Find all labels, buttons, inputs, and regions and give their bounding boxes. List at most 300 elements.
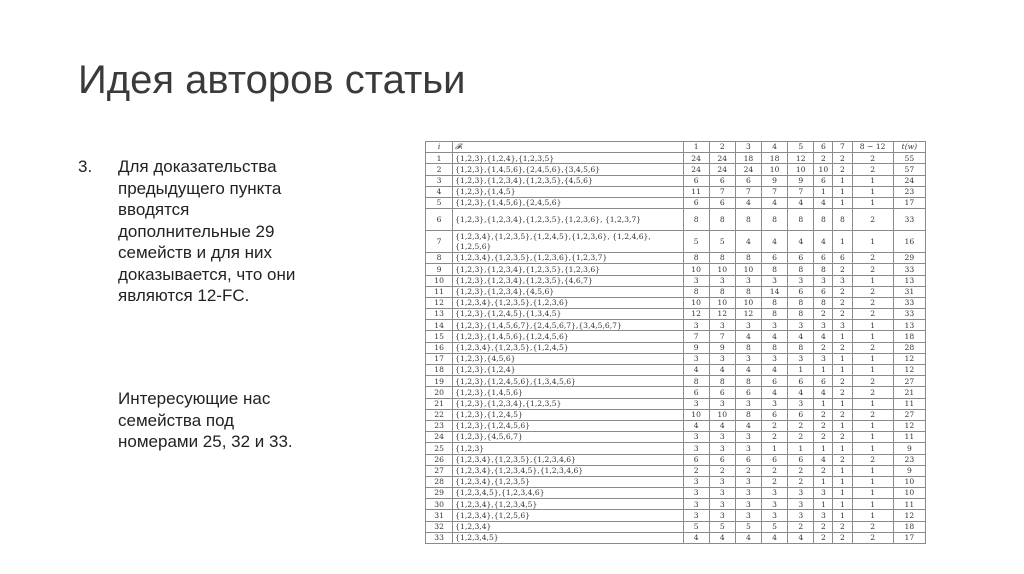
cell-value: 2 — [852, 264, 893, 275]
table-row — [426, 398, 926, 409]
cell-value: 2 — [833, 164, 852, 175]
cell-value: 2 — [852, 409, 893, 420]
cell-index: 12 — [426, 297, 453, 308]
table-row — [426, 488, 926, 499]
cell-value: 3 — [709, 499, 735, 510]
cell-value: 1 — [762, 443, 788, 454]
table-row — [426, 443, 926, 454]
table-row — [426, 153, 926, 164]
cell-value: 1 — [852, 175, 893, 186]
cell-value: 7 — [735, 186, 761, 197]
cell-value: 8 — [814, 209, 833, 231]
cell-value: 3 — [762, 510, 788, 521]
cell-value: 2 — [852, 309, 893, 320]
cell-value: 8 — [683, 376, 709, 387]
table-row — [426, 365, 926, 376]
cell-value: 4 — [788, 387, 814, 398]
cell-value: 2 — [833, 454, 852, 465]
cell-value: 6 — [735, 387, 761, 398]
cell-value: 10 — [893, 476, 925, 487]
cell-value: 27 — [893, 376, 925, 387]
cell-value: 12 — [893, 420, 925, 431]
cell-value: 3 — [788, 499, 814, 510]
cell-family: {1,2,3},{1,2,3,4},{1,2,3,5},{4,6,7} — [453, 275, 683, 286]
cell-value: 12 — [893, 510, 925, 521]
cell-value: 1 — [852, 510, 893, 521]
cell-value: 2 — [814, 420, 833, 431]
cell-value: 2 — [762, 465, 788, 476]
cell-value: 11 — [893, 499, 925, 510]
cell-value: 2 — [852, 376, 893, 387]
cell-value: 2 — [852, 253, 893, 264]
cell-value: 4 — [762, 365, 788, 376]
cell-family: {1,2,3},{1,4,5} — [453, 186, 683, 197]
cell-value: 2 — [833, 153, 852, 164]
cell-value: 1 — [852, 499, 893, 510]
cell-value: 1 — [833, 175, 852, 186]
cell-value: 8 — [683, 253, 709, 264]
cell-value: 8 — [788, 209, 814, 231]
cell-value: 3 — [709, 398, 735, 409]
list-item-number: 3. — [78, 157, 93, 176]
col-header-family: 𝓕ᵢ — [453, 142, 683, 153]
cell-value: 3 — [788, 275, 814, 286]
cell-value: 3 — [709, 510, 735, 521]
cell-value: 3 — [735, 510, 761, 521]
cell-family: {1,2,3},{1,2,4,5,6},{1,3,4,5,6} — [453, 376, 683, 387]
cell-value: 1 — [852, 420, 893, 431]
cell-value: 2 — [833, 409, 852, 420]
cell-value: 11 — [683, 186, 709, 197]
cell-value: 9 — [762, 175, 788, 186]
cell-value: 8 — [735, 342, 761, 353]
cell-value: 8 — [814, 264, 833, 275]
cell-value: 28 — [893, 342, 925, 353]
cell-value: 8 — [788, 297, 814, 308]
cell-value: 18 — [893, 331, 925, 342]
cell-value: 10 — [683, 297, 709, 308]
cell-value: 8 — [762, 209, 788, 231]
cell-value: 6 — [762, 409, 788, 420]
cell-value: 4 — [683, 420, 709, 431]
cell-value: 1 — [833, 231, 852, 253]
cell-value: 12 — [788, 153, 814, 164]
cell-value: 6 — [788, 376, 814, 387]
cell-value: 8 — [709, 376, 735, 387]
cell-value: 12 — [893, 353, 925, 364]
cell-value: 2 — [762, 476, 788, 487]
cell-value: 33 — [893, 309, 925, 320]
cell-value: 1 — [833, 499, 852, 510]
cell-value: 2 — [814, 409, 833, 420]
cell-value: 7 — [788, 186, 814, 197]
table-row — [426, 387, 926, 398]
cell-family: {1,2,3},{1,4,5,6} — [453, 387, 683, 398]
cell-value: 1 — [852, 331, 893, 342]
cell-value: 4 — [814, 331, 833, 342]
cell-value: 6 — [709, 387, 735, 398]
cell-value: 2 — [814, 309, 833, 320]
cell-family: {1,2,3},{4,5,6,7} — [453, 432, 683, 443]
cell-value: 8 — [788, 309, 814, 320]
cell-value: 10 — [683, 409, 709, 420]
cell-value: 9 — [788, 175, 814, 186]
cell-value: 55 — [893, 153, 925, 164]
cell-value: 7 — [709, 186, 735, 197]
cell-value: 3 — [683, 275, 709, 286]
cell-value: 1 — [852, 476, 893, 487]
cell-value: 3 — [683, 476, 709, 487]
cell-value: 9 — [683, 342, 709, 353]
col-header-6: 6 — [814, 142, 833, 153]
cell-value: 1 — [833, 465, 852, 476]
cell-value: 5 — [735, 521, 761, 532]
cell-value: 16 — [893, 231, 925, 253]
cell-value: 6 — [735, 175, 761, 186]
col-header-tw: t(w) — [893, 142, 925, 153]
cell-value: 4 — [735, 331, 761, 342]
cell-value: 7 — [683, 331, 709, 342]
cell-value: 2 — [709, 465, 735, 476]
cell-value: 13 — [893, 320, 925, 331]
cell-value: 1 — [852, 443, 893, 454]
table-row — [426, 197, 926, 208]
cell-index: 3 — [426, 175, 453, 186]
cell-value: 2 — [762, 432, 788, 443]
cell-index: 16 — [426, 342, 453, 353]
col-header-1: 1 — [683, 142, 709, 153]
col-header-2: 2 — [709, 142, 735, 153]
cell-value: 4 — [788, 532, 814, 543]
cell-value: 5 — [709, 521, 735, 532]
cell-value: 2 — [852, 454, 893, 465]
cell-value: 3 — [833, 320, 852, 331]
cell-value: 6 — [814, 175, 833, 186]
cell-value: 10 — [735, 264, 761, 275]
cell-value: 12 — [683, 309, 709, 320]
cell-value: 3 — [683, 488, 709, 499]
cell-value: 24 — [709, 153, 735, 164]
cell-value: 3 — [709, 320, 735, 331]
cell-value: 9 — [893, 465, 925, 476]
cell-index: 8 — [426, 253, 453, 264]
cell-value: 8 — [683, 286, 709, 297]
cell-value: 24 — [683, 153, 709, 164]
cell-value: 2 — [833, 342, 852, 353]
table-row — [426, 309, 926, 320]
cell-value: 3 — [709, 353, 735, 364]
cell-value: 6 — [762, 454, 788, 465]
cell-value: 3 — [683, 443, 709, 454]
cell-value: 6 — [683, 387, 709, 398]
cell-value: 3 — [683, 499, 709, 510]
cell-value: 10 — [893, 488, 925, 499]
cell-value: 3 — [709, 488, 735, 499]
cell-value: 8 — [709, 286, 735, 297]
cell-value: 6 — [814, 286, 833, 297]
cell-value: 8 — [735, 209, 761, 231]
cell-value: 33 — [893, 264, 925, 275]
cell-value: 3 — [735, 488, 761, 499]
cell-value: 1 — [833, 365, 852, 376]
cell-index: 20 — [426, 387, 453, 398]
cell-family: {1,2,3,4},{1,2,3,5},{1,2,4,5} — [453, 342, 683, 353]
cell-index: 21 — [426, 398, 453, 409]
cell-value: 4 — [735, 197, 761, 208]
cell-value: 1 — [852, 398, 893, 409]
cell-value: 3 — [833, 275, 852, 286]
table-row — [426, 320, 926, 331]
cell-value: 4 — [735, 532, 761, 543]
table-row — [426, 465, 926, 476]
table-row — [426, 432, 926, 443]
cell-value: 1 — [833, 420, 852, 431]
cell-value: 3 — [788, 510, 814, 521]
cell-family: {1,2,3},{1,2,4,5},{1,3,4,5} — [453, 309, 683, 320]
cell-value: 11 — [893, 398, 925, 409]
cell-value: 10 — [709, 297, 735, 308]
cell-value: 33 — [893, 209, 925, 231]
cell-index: 1 — [426, 153, 453, 164]
cell-value: 2 — [833, 286, 852, 297]
cell-family: {1,2,3,4},{1,2,3,5} — [453, 476, 683, 487]
cell-family: {1,2,3},{1,4,5,6,7},{2,4,5,6,7},{3,4,5,6,7} — [453, 320, 683, 331]
cell-family: {1,2,3},{1,2,3,4},{1,2,3,5},{4,5,6} — [453, 175, 683, 186]
table-row — [426, 231, 926, 253]
cell-value: 3 — [735, 320, 761, 331]
cell-family: {1,2,3},{1,2,4,5,6} — [453, 420, 683, 431]
cell-value: 4 — [709, 365, 735, 376]
cell-value: 6 — [735, 454, 761, 465]
cell-value: 2 — [852, 532, 893, 543]
cell-value: 24 — [735, 164, 761, 175]
cell-value: 3 — [683, 432, 709, 443]
cell-value: 8 — [735, 286, 761, 297]
cell-value: 6 — [814, 253, 833, 264]
cell-value: 2 — [852, 387, 893, 398]
cell-family: {1,2,3,4},{1,2,3,5},{1,2,3,4,6} — [453, 454, 683, 465]
cell-value: 6 — [762, 376, 788, 387]
cell-value: 4 — [814, 231, 833, 253]
cell-family: {1,2,3},{1,2,4},{1,2,3,5} — [453, 153, 683, 164]
cell-value: 2 — [833, 376, 852, 387]
cell-index: 11 — [426, 286, 453, 297]
cell-value: 1 — [833, 488, 852, 499]
cell-value: 6 — [788, 454, 814, 465]
cell-index: 5 — [426, 197, 453, 208]
cell-value: 1 — [833, 443, 852, 454]
cell-value: 10 — [735, 297, 761, 308]
table-row — [426, 342, 926, 353]
cell-value: 29 — [893, 253, 925, 264]
cell-value: 3 — [762, 275, 788, 286]
col-header-4: 4 — [762, 142, 788, 153]
cell-value: 18 — [735, 153, 761, 164]
cell-index: 6 — [426, 209, 453, 231]
cell-family: {1,2,3} — [453, 443, 683, 454]
cell-value: 2 — [852, 153, 893, 164]
cell-value: 3 — [814, 320, 833, 331]
cell-value: 1 — [788, 443, 814, 454]
cell-value: 27 — [893, 409, 925, 420]
paragraph-explanation: Для доказательства предыдущего пункта вводятся дополнительные 29 семейств и для них доказывается, что они являются 12-FC. — [118, 157, 296, 305]
cell-value: 3 — [735, 499, 761, 510]
table-row — [426, 353, 926, 364]
table-row — [426, 476, 926, 487]
cell-value: 6 — [833, 253, 852, 264]
cell-value: 2 — [788, 521, 814, 532]
cell-value: 14 — [762, 286, 788, 297]
cell-value: 2 — [814, 432, 833, 443]
col-header-5: 5 — [788, 142, 814, 153]
cell-value: 1 — [852, 320, 893, 331]
cell-value: 3 — [735, 275, 761, 286]
cell-value: 24 — [893, 175, 925, 186]
cell-index: 7 — [426, 231, 453, 253]
cell-value: 1 — [852, 353, 893, 364]
cell-family: {1,2,3,4},{1,2,3,5},{1,2,3,6},{1,2,3,7} — [453, 253, 683, 264]
cell-value: 4 — [788, 231, 814, 253]
cell-value: 3 — [814, 510, 833, 521]
cell-value: 3 — [709, 443, 735, 454]
cell-value: 8 — [709, 209, 735, 231]
cell-index: 23 — [426, 420, 453, 431]
cell-index: 2 — [426, 164, 453, 175]
cell-value: 4 — [814, 454, 833, 465]
cell-value: 1 — [814, 499, 833, 510]
cell-value: 2 — [833, 309, 852, 320]
cell-value: 3 — [709, 275, 735, 286]
cell-value: 8 — [735, 376, 761, 387]
cell-value: 2 — [833, 387, 852, 398]
cell-index: 10 — [426, 275, 453, 286]
cell-value: 2 — [852, 342, 893, 353]
cell-value: 23 — [893, 186, 925, 197]
cell-value: 10 — [709, 409, 735, 420]
cell-value: 8 — [788, 264, 814, 275]
cell-value: 24 — [683, 164, 709, 175]
cell-value: 1 — [814, 186, 833, 197]
cell-value: 6 — [814, 376, 833, 387]
table-row — [426, 521, 926, 532]
cell-value: 31 — [893, 286, 925, 297]
cell-value: 1 — [814, 476, 833, 487]
cell-value: 2 — [788, 420, 814, 431]
cell-value: 2 — [814, 342, 833, 353]
col-header-8-12: 8 − 12 — [852, 142, 893, 153]
cell-value: 2 — [814, 465, 833, 476]
cell-value: 57 — [893, 164, 925, 175]
cell-value: 3 — [709, 432, 735, 443]
table-row — [426, 454, 926, 465]
cell-value: 8 — [735, 253, 761, 264]
col-header-3: 3 — [735, 142, 761, 153]
cell-value: 2 — [788, 476, 814, 487]
cell-value: 2 — [852, 297, 893, 308]
cell-value: 7 — [709, 331, 735, 342]
table-row — [426, 409, 926, 420]
cell-family: {1,2,3},{1,2,3,4},{1,2,3,5},{1,2,3,6}, {1,2,3,7} — [453, 209, 683, 231]
cell-value: 8 — [735, 409, 761, 420]
cell-value: 18 — [762, 153, 788, 164]
cell-value: 3 — [709, 476, 735, 487]
cell-index: 14 — [426, 320, 453, 331]
slide-title: Идея авторов статьи — [78, 58, 466, 102]
cell-index: 18 — [426, 365, 453, 376]
cell-value: 33 — [893, 297, 925, 308]
cell-value: 8 — [762, 297, 788, 308]
table-row — [426, 331, 926, 342]
cell-index: 15 — [426, 331, 453, 342]
table-row — [426, 420, 926, 431]
cell-value: 2 — [833, 432, 852, 443]
cell-value: 1 — [852, 186, 893, 197]
cell-value: 3 — [762, 499, 788, 510]
cell-value: 13 — [893, 275, 925, 286]
cell-index: 31 — [426, 510, 453, 521]
cell-value: 1 — [814, 398, 833, 409]
cell-value: 3 — [735, 398, 761, 409]
cell-index: 4 — [426, 186, 453, 197]
cell-value: 6 — [788, 409, 814, 420]
cell-value: 4 — [762, 331, 788, 342]
cell-value: 3 — [788, 320, 814, 331]
cell-value: 11 — [893, 432, 925, 443]
cell-value: 4 — [735, 231, 761, 253]
cell-value: 3 — [788, 353, 814, 364]
cell-index: 28 — [426, 476, 453, 487]
table-row — [426, 376, 926, 387]
cell-value: 1 — [833, 398, 852, 409]
cell-index: 9 — [426, 264, 453, 275]
cell-value: 2 — [683, 465, 709, 476]
cell-family: {1,2,3},{1,4,5,6},{2,4,5,6},{3,4,5,6} — [453, 164, 683, 175]
cell-value: 6 — [788, 286, 814, 297]
cell-value: 5 — [709, 231, 735, 253]
cell-value: 4 — [814, 197, 833, 208]
col-header-i: i — [426, 142, 453, 153]
cell-value: 8 — [683, 209, 709, 231]
cell-value: 8 — [814, 297, 833, 308]
cell-value: 24 — [709, 164, 735, 175]
cell-value: 5 — [762, 521, 788, 532]
cell-value: 2 — [814, 153, 833, 164]
cell-value: 17 — [893, 532, 925, 543]
cell-value: 4 — [735, 420, 761, 431]
cell-family: {1,2,3},{4,5,6} — [453, 353, 683, 364]
cell-value: 1 — [833, 353, 852, 364]
cell-family: {1,2,3},{1,4,5,6},{2,4,5,6} — [453, 197, 683, 208]
cell-value: 12 — [735, 309, 761, 320]
cell-value: 1 — [833, 476, 852, 487]
cell-value: 3 — [788, 398, 814, 409]
cell-value: 3 — [762, 320, 788, 331]
cell-value: 10 — [814, 164, 833, 175]
cell-value: 1 — [833, 510, 852, 521]
cell-value: 3 — [683, 353, 709, 364]
cell-value: 3 — [683, 510, 709, 521]
table-header-row — [426, 142, 926, 153]
cell-value: 4 — [735, 365, 761, 376]
cell-value: 6 — [709, 197, 735, 208]
cell-value: 1 — [833, 186, 852, 197]
cell-value: 6 — [709, 175, 735, 186]
cell-value: 1 — [852, 231, 893, 253]
cell-value: 6 — [683, 175, 709, 186]
cell-value: 17 — [893, 197, 925, 208]
cell-value: 10 — [788, 164, 814, 175]
table-row — [426, 175, 926, 186]
